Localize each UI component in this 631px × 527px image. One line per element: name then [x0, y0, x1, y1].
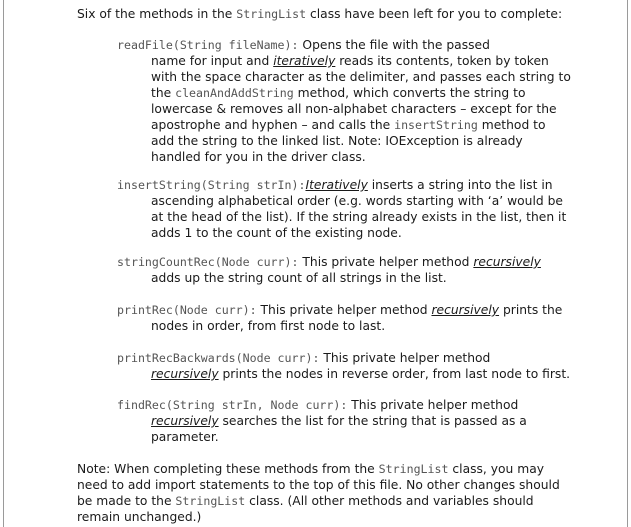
note-paragraph [77, 461, 563, 525]
note-text: class. (All other methods and variables should [245, 494, 534, 508]
method-desc: This private helper method [256, 303, 432, 317]
method-desc: This private helper method [298, 255, 474, 269]
method-signature: readFile(String fileName): [117, 38, 299, 52]
emphasis-word: recursively [151, 367, 219, 381]
note-text: remain unchanged.) [77, 510, 202, 524]
method-desc: name for input and [151, 54, 274, 68]
method-desc: ascending alphabetical order (e.g. words starting with ‘a’ would be [151, 194, 563, 208]
method-desc: This private helper method [347, 398, 519, 412]
method-desc: Opens the file with the passed [298, 38, 490, 52]
method-desc: with the space character as the delimiter, and passes each string to [151, 70, 571, 84]
code-reference: StringList [378, 462, 449, 476]
method-desc: method to [477, 118, 546, 132]
method-desc: parameter. [151, 430, 219, 444]
method-insertstring [117, 177, 567, 241]
method-line [117, 366, 571, 382]
emphasis-word: recursively [431, 303, 500, 317]
method-desc: reads its contents, token by token [335, 54, 549, 68]
code-reference: StringList [175, 494, 246, 508]
method-desc: inserts a string into the list in [367, 178, 553, 192]
method-line [117, 117, 563, 133]
emphasis-word: recursively [473, 255, 541, 269]
method-desc: handled for you in the driver class. [151, 150, 366, 164]
note-text: class, you may [448, 462, 545, 476]
method-line [117, 85, 563, 101]
method-stringcountrec [117, 254, 563, 286]
note-text: be made to the [77, 494, 176, 508]
method-line [117, 302, 563, 318]
method-readfile [117, 37, 571, 165]
method-signature: printRec(Node curr): [117, 303, 257, 317]
method-signature: printRecBackwards(Node curr): [117, 351, 320, 365]
method-signature: findRec(String strIn, Node curr): [117, 398, 348, 412]
method-line [117, 413, 563, 429]
emphasis-word: Iteratively [305, 178, 368, 192]
method-desc: the [151, 86, 176, 100]
method-desc: searches the list for the string that is passed as a [218, 414, 527, 428]
method-desc: prints the [499, 303, 563, 317]
code-reference: insertString [394, 118, 478, 132]
note-text: need to add import statements to the top of this file. No other changes should [77, 478, 560, 492]
method-desc: apostrophe and hyphen – and calls the [151, 118, 395, 132]
method-desc: adds 1 to the count of the existing node. [151, 226, 402, 240]
method-desc: add the string to the linked list. Note: IOException is already [151, 134, 523, 148]
method-line [117, 37, 563, 53]
emphasis-word: iteratively [273, 54, 336, 68]
intro-class-name: StringList [236, 7, 307, 21]
method-signature: stringCountRec(Node curr): [117, 255, 299, 269]
method-line [117, 254, 563, 270]
method-line [117, 53, 563, 69]
note-text: Note: When completing these methods from the [77, 462, 379, 476]
method-findrec [117, 397, 563, 445]
left-border-line [3, 0, 4, 527]
method-desc: lowercase & removes all non-alphabet characters – except for the [151, 102, 557, 116]
note-line [77, 461, 563, 477]
intro-text-after: class have been left for you to complete: [306, 7, 563, 21]
intro-paragraph [77, 6, 577, 22]
method-desc: adds up the string count of all strings in the list. [151, 271, 447, 285]
method-line [117, 350, 563, 366]
method-desc: at the head of the list). If the string already exists in the list, then it [151, 210, 567, 224]
method-line [117, 177, 563, 193]
method-desc: nodes in order, from first node to last. [151, 319, 386, 333]
intro-text-before: Six of the methods in the [77, 7, 237, 21]
method-printrecbackwards [117, 350, 571, 382]
note-line [77, 493, 563, 509]
method-line [117, 397, 563, 413]
method-signature: insertString(String strIn): [117, 178, 306, 192]
method-desc: method, which converts the string to [293, 86, 526, 100]
method-printrec [117, 302, 563, 334]
emphasis-word: recursively [151, 414, 219, 428]
right-border-line [627, 0, 628, 527]
method-desc: prints the nodes in reverse order, from last node to first. [218, 367, 571, 381]
method-desc: This private helper method [319, 351, 491, 365]
code-reference: cleanAndAddString [175, 86, 294, 100]
